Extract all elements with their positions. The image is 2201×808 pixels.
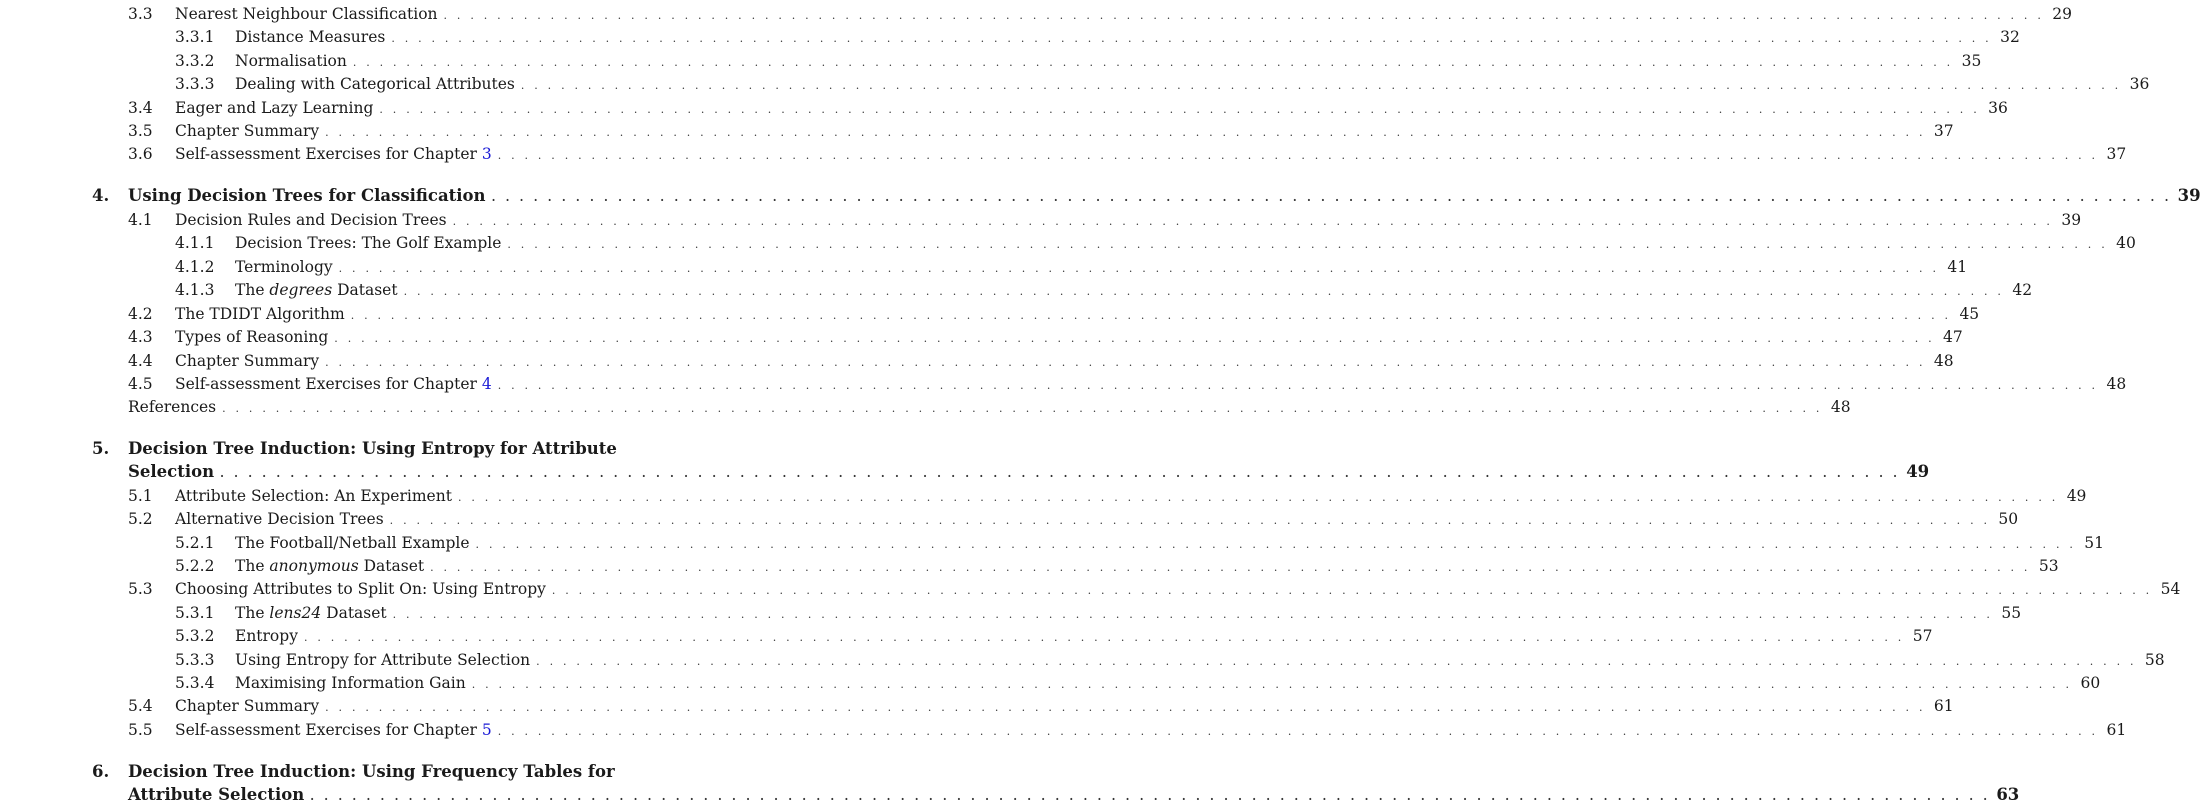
- toc-entry-number: 4.1.1: [175, 234, 215, 252]
- toc-section-entry[interactable]: [128, 578, 2181, 600]
- toc-entry-number: 5.1: [128, 487, 153, 505]
- toc-entry-number: 4.1.2: [175, 258, 215, 276]
- toc-entry-number: 5.4: [128, 697, 153, 715]
- toc-section-entry[interactable]: [128, 508, 2019, 530]
- chapter-link[interactable]: 5: [481, 721, 492, 739]
- toc-section-entry[interactable]: [175, 532, 2105, 554]
- toc-entry-number: 4.3: [128, 328, 153, 346]
- toc-page-number: 48: [1933, 352, 1954, 370]
- toc-page-number: 50: [1998, 510, 2019, 528]
- toc-entry-number: 5.3: [128, 580, 153, 598]
- toc-section-entry[interactable]: [175, 602, 2022, 624]
- toc-entry-title: Decision Trees: The Golf Example: [235, 234, 502, 252]
- toc-entry-number: 5.3.3: [175, 651, 215, 669]
- toc-entry-number: 4.1.3: [175, 281, 215, 299]
- toc-page-number: 61: [2106, 721, 2127, 739]
- toc-page-number: 63: [1996, 785, 2020, 804]
- toc-entry-title: Decision Rules and Decision Trees: [175, 211, 447, 229]
- dot-leader: . . . . . . . . . . . . . . . . . . . . . . . . . . . . . . . . . . . . . . . . . . . . . . . . . . . . . . . . . . . . . . . . . . . . . . . . . . . . . . . . . . . . . . . . . . . . . . . . . . . . . . . . . . . . . . . . . . . . . . . .: [551, 584, 2153, 597]
- dot-leader: . . . . . . . . . . . . . . . . . . . . . . . . . . . . . . . . . . . . . . . . . . . . . . . . . . . . . . . . . . . . . . . . . . . . . . . . . . . . . . . . . . . . . . . . . . . . . . . . . . . . . . . . . . . . . . . . . . . . . . . .: [220, 467, 1901, 480]
- toc-entry-number: 4.2: [128, 305, 153, 323]
- toc-entry-title: Attribute Selection: An Experiment: [175, 487, 452, 505]
- dot-leader: . . . . . . . . . . . . . . . . . . . . . . . . . . . . . . . . . . . . . . . . . . . . . . . . . . . . . . . . . . . . . . . . . . . . . . . . . . . . . . . . . . . . . . . . . . . . . . . . . . . . . . . . . . . . . . . . . . . . . . . .: [497, 725, 2099, 738]
- toc-entry-title: Chapter Summary: [175, 352, 320, 370]
- toc-entry-title: Using Decision Trees for Classification: [128, 186, 486, 205]
- toc-page-number: 37: [1933, 122, 1954, 140]
- dot-leader: . . . . . . . . . . . . . . . . . . . . . . . . . . . . . . . . . . . . . . . . . . . . . . . . . . . . . . . . . . . . . . . . . . . . . . . . . . . . . . . . . . . . . . . . . . . . . . . . . . . . . . . . . . . . . . . . . . . . . . . .: [403, 285, 2005, 298]
- toc-chapter-entry[interactable]: [92, 761, 708, 783]
- toc-entry-title: Maximising Information Gain: [235, 674, 466, 692]
- toc-section-entry[interactable]: [175, 232, 2136, 254]
- toc-entry-title: Self-assessment Exercises for Chapter 4: [175, 375, 492, 393]
- dot-leader: . . . . . . . . . . . . . . . . . . . . . . . . . . . . . . . . . . . . . . . . . . . . . . . . . . . . . . . . . . . . . . . . . . . . . . . . . . . . . . . . . . . . . . . . . . . . . . . . . . . . . . . . . . . . . . . . . . . . . . . .: [430, 561, 2031, 574]
- toc-section-entry[interactable]: [128, 97, 2008, 119]
- toc-section-entry[interactable]: [128, 3, 2073, 25]
- toc-page-number: 55: [2001, 604, 2022, 622]
- dot-leader: . . . . . . . . . . . . . . . . . . . . . . . . . . . . . . . . . . . . . . . . . . . . . . . . . . . . . . . . . . . . . . . . . . . . . . . . . . . . . . . . . . . . . . . . . . . . . . . . . . . . . . . . . . . . . . . . . . . . . . . .: [303, 631, 1905, 644]
- dot-leader: . . . . . . . . . . . . . . . . . . . . . . . . . . . . . . . . . . . . . . . . . . . . . . . . . . . . . . . . . . . . . . . . . . . . . . . . . . . . . . . . . . . . . . . . . . . . . . . . . . . . . . . . . . . . . . . . . . . . . . . .: [222, 402, 1823, 415]
- toc-entry-title: The TDIDT Algorithm: [175, 305, 345, 323]
- toc-section-entry[interactable]: [175, 649, 2165, 671]
- toc-section-entry[interactable]: [128, 695, 1954, 717]
- toc-page-number: 58: [2144, 651, 2165, 669]
- toc-entry-title: Selection: [128, 462, 215, 481]
- toc-entry-title: The degrees Dataset: [235, 281, 398, 299]
- dataset-name: degrees: [269, 281, 333, 299]
- dot-leader: . . . . . . . . . . . . . . . . . . . . . . . . . . . . . . . . . . . . . . . . . . . . . . . . . . . . . . . . . . . . . . . . . . . . . . . . . . . . . . . . . . . . . . . . . . . . . . . . . . . . . . . . . . . . . . . . . . . . . . . .: [352, 56, 1954, 69]
- dot-leader: . . . . . . . . . . . . . . . . . . . . . . . . . . . . . . . . . . . . . . . . . . . . . . . . . . . . . . . . . . . . . . . . . . . . . . . . . . . . . . . . . . . . . . . . . . . . . . . . . . . . . . . . . . . . . . . . . . . . . . . .: [350, 309, 1952, 322]
- toc-entry-title: Using Entropy for Attribute Selection: [235, 651, 531, 669]
- toc-entry-number: 4.1: [128, 211, 153, 229]
- chapter-link[interactable]: 3: [481, 145, 492, 163]
- toc-section-entry[interactable]: [175, 672, 2101, 694]
- dot-leader: . . . . . . . . . . . . . . . . . . . . . . . . . . . . . . . . . . . . . . . . . . . . . . . . . . . . . . . . . . . . . . . . . . . . . . . . . . . . . . . . . . . . . . . . . . . . . . . . . . . . . . . . . . . . . . . . . . . . . . . .: [391, 32, 1992, 45]
- toc-section-entry[interactable]: [175, 50, 1982, 72]
- toc-entry-title: Chapter Summary: [175, 122, 320, 140]
- toc-page-number: 37: [2106, 145, 2127, 163]
- toc-entry-title: Dealing with Categorical Attributes: [235, 75, 515, 93]
- toc-page-number: 61: [1933, 697, 1954, 715]
- dot-leader: . . . . . . . . . . . . . . . . . . . . . . . . . . . . . . . . . . . . . . . . . . . . . . . . . . . . . . . . . . . . . . . . . . . . . . . . . . . . . . . . . . . . . . . . . . . . . . . . . . . . . . . . . . . . . . . . . . . . . . . .: [325, 356, 1926, 369]
- toc-entry-title: Nearest Neighbour Classification: [175, 5, 438, 23]
- toc-entry-number: 5.5: [128, 721, 153, 739]
- toc-section-entry[interactable]: [175, 555, 2059, 577]
- toc-page-number: 45: [1959, 305, 1980, 323]
- toc-entry-title: References: [128, 398, 217, 416]
- dataset-name: lens24: [269, 604, 322, 622]
- toc-page-number: 36: [2129, 75, 2150, 93]
- dot-leader: . . . . . . . . . . . . . . . . . . . . . . . . . . . . . . . . . . . . . . . . . . . . . . . . . . . . . . . . . . . . . . . . . . . . . . . . . . . . . . . . . . . . . . . . . . . . . . . . . . . . . . . . . . . . . . . . . . . . . . . .: [443, 9, 2045, 22]
- toc-entry-number: 4.5: [128, 375, 153, 393]
- dot-leader: . . . . . . . . . . . . . . . . . . . . . . . . . . . . . . . . . . . . . . . . . . . . . . . . . . . . . . . . . . . . . . . . . . . . . . . . . . . . . . . . . . . . . . . . . . . . . . . . . . . . . . . . . . . . . . . . . . . . . . . .: [310, 790, 1991, 803]
- toc-section-entry[interactable]: [175, 26, 2020, 48]
- dot-leader: . . . . . . . . . . . . . . . . . . . . . . . . . . . . . . . . . . . . . . . . . . . . . . . . . . . . . . . . . . . . . . . . . . . . . . . . . . . . . . . . . . . . . . . . . . . . . . . . . . . . . . . . . . . . . . . . . . . . . . . .: [334, 332, 1935, 345]
- toc-entry-number: 3.6: [128, 145, 153, 163]
- toc-section-entry[interactable]: [128, 373, 2127, 395]
- toc-entry-number: 5.: [92, 439, 110, 458]
- toc-chapter-entry[interactable]: [92, 438, 708, 460]
- dot-leader: . . . . . . . . . . . . . . . . . . . . . . . . . . . . . . . . . . . . . . . . . . . . . . . . . . . . . . . . . . . . . . . . . . . . . . . . . . . . . . . . . . . . . . . . . . . . . . . . . . . . . . . . . . . . . . . . . . . . . . . .: [389, 514, 1991, 527]
- toc-section-entry[interactable]: [128, 209, 2082, 231]
- toc-entry-title: Distance Measures: [235, 28, 386, 46]
- toc-page-number: 49: [1906, 462, 1930, 481]
- toc-entry-number: 5.3.2: [175, 627, 215, 645]
- dot-leader: . . . . . . . . . . . . . . . . . . . . . . . . . . . . . . . . . . . . . . . . . . . . . . . . . . . . . . . . . . . . . . . . . . . . . . . . . . . . . . . . . . . . . . . . . . . . . . . . . . . . . . . . . . . . . . . . . . . . . . . .: [325, 701, 1926, 714]
- toc-entry-title: The anonymous Dataset: [235, 557, 425, 575]
- toc-page-number: 36: [1988, 99, 2008, 117]
- toc-section-entry[interactable]: [128, 120, 1954, 142]
- dot-leader: . . . . . . . . . . . . . . . . . . . . . . . . . . . . . . . . . . . . . . . . . . . . . . . . . . . . . . . . . . . . . . . . . . . . . . . . . . . . . . . . . . . . . . . . . . . . . . . . . . . . . . . . . . . . . . . . . . . . . . . .: [338, 262, 1940, 275]
- toc-entry-title: Self-assessment Exercises for Chapter 5: [175, 721, 492, 739]
- toc-entry-number: 4.4: [128, 352, 153, 370]
- toc-entry-title: Chapter Summary: [175, 697, 320, 715]
- toc-entry-number: 5.2.2: [175, 557, 215, 575]
- toc-entry-title: Eager and Lazy Learning: [175, 99, 374, 117]
- toc-page-number: 49: [2066, 487, 2087, 505]
- toc-page-number: 42: [2012, 281, 2033, 299]
- dot-leader: . . . . . . . . . . . . . . . . . . . . . . . . . . . . . . . . . . . . . . . . . . . . . . . . . . . . . . . . . . . . . . . . . . . . . . . . . . . . . . . . . . . . . . . . . . . . . . . . . . . . . . . . . . . . . . . . . . . . . . . .: [325, 126, 1926, 139]
- toc-entry-title: Attribute Selection: [128, 785, 305, 804]
- toc-page-number: 60: [2080, 674, 2101, 692]
- toc-entry-number: 3.5: [128, 122, 153, 140]
- toc-page-number: 57: [1912, 627, 1933, 645]
- dot-leader: . . . . . . . . . . . . . . . . . . . . . . . . . . . . . . . . . . . . . . . . . . . . . . . . . . . . . . . . . . . . . . . . . . . . . . . . . . . . . . . . . . . . . . . . . . . . . . . . . . . . . . . . . . . . . . . . . . . . . . . .: [507, 238, 2108, 251]
- toc-section-entry[interactable]: [175, 279, 2033, 301]
- toc-entry-title: Choosing Attributes to Split On: Using Entropy: [175, 580, 546, 598]
- toc-section-entry[interactable]: [128, 719, 2127, 741]
- toc-entry-number: 3.4: [128, 99, 153, 117]
- toc-entry-number: 3.3: [128, 5, 153, 23]
- toc-section-entry[interactable]: [175, 625, 1933, 647]
- toc-section-entry[interactable]: [175, 73, 2150, 95]
- toc-section-entry[interactable]: [175, 256, 1968, 278]
- chapter-link[interactable]: 4: [481, 375, 492, 393]
- toc-entry-number: 3.3.2: [175, 52, 215, 70]
- toc-chapter-entry[interactable]: [92, 185, 2201, 207]
- toc-entry-number: 6.: [92, 762, 110, 781]
- dot-leader: . . . . . . . . . . . . . . . . . . . . . . . . . . . . . . . . . . . . . . . . . . . . . . . . . . . . . . . . . . . . . . . . . . . . . . . . . . . . . . . . . . . . . . . . . . . . . . . . . . . . . . . . . . . . . . . . . . . . . . . .: [471, 678, 2073, 691]
- toc-page-number: 35: [1961, 52, 1982, 70]
- dot-leader: . . . . . . . . . . . . . . . . . . . . . . . . . . . . . . . . . . . . . . . . . . . . . . . . . . . . . . . . . . . . . . . . . . . . . . . . . . . . . . . . . . . . . . . . . . . . . . . . . . . . . . . . . . . . . . . . . . . . . . . .: [392, 608, 1994, 621]
- toc-section-entry[interactable]: [128, 396, 1851, 418]
- dataset-name: anonymous: [269, 557, 359, 575]
- toc-entry-number: 3.3.1: [175, 28, 215, 46]
- toc-entry-title: The Football/Netball Example: [235, 534, 470, 552]
- dot-leader: . . . . . . . . . . . . . . . . . . . . . . . . . . . . . . . . . . . . . . . . . . . . . . . . . . . . . . . . . . . . . . . . . . . . . . . . . . . . . . . . . . . . . . . . . . . . . . . . . . . . . . . . . . . . . . . . . . . . . . . .: [452, 215, 2054, 228]
- toc-page-number: 41: [1947, 258, 1968, 276]
- toc-page-number: 53: [2038, 557, 2059, 575]
- toc-entry-title: Types of Reasoning: [175, 328, 329, 346]
- toc-entry-title: The lens24 Dataset: [235, 604, 387, 622]
- dot-leader: . . . . . . . . . . . . . . . . . . . . . . . . . . . . . . . . . . . . . . . . . . . . . . . . . . . . . . . . . . . . . . . . . . . . . . . . . . . . . . . . . . . . . . . . . . . . . . . . . . . . . . . . . . . . . . . . . . . . . . . .: [536, 655, 2137, 668]
- toc-section-entry[interactable]: [128, 350, 1954, 372]
- toc-page-number: 54: [2160, 580, 2181, 598]
- toc-page-number: 32: [2000, 28, 2020, 46]
- toc-section-entry[interactable]: [128, 485, 2087, 507]
- toc-entry-number: 5.3.4: [175, 674, 215, 692]
- toc-entry-title: Entropy: [235, 627, 298, 645]
- toc-entry-title: Alternative Decision Trees: [175, 510, 384, 528]
- dot-leader: . . . . . . . . . . . . . . . . . . . . . . . . . . . . . . . . . . . . . . . . . . . . . . . . . . . . . . . . . . . . . . . . . . . . . . . . . . . . . . . . . . . . . . . . . . . . . . . . . . . . . . . . . . . . . . . . . . . . . . . .: [457, 491, 2059, 504]
- toc-entry-number: 5.3.1: [175, 604, 215, 622]
- toc-entry-number: 4.: [92, 186, 110, 205]
- toc-entry-number: 5.2.1: [175, 534, 215, 552]
- toc-chapter-entry[interactable]: [128, 784, 2020, 806]
- toc-entry-title: Decision Tree Induction: Using Frequency Tables for: [128, 762, 615, 781]
- dot-leader: . . . . . . . . . . . . . . . . . . . . . . . . . . . . . . . . . . . . . . . . . . . . . . . . . . . . . . . . . . . . . . . . . . . . . . . . . . . . . . . . . . . . . . . . . . . . . . . . . . . . . . . . . . . . . . . . . . . . . . . .: [520, 79, 2122, 92]
- toc-chapter-entry[interactable]: [128, 461, 1930, 483]
- toc-section-entry[interactable]: [128, 326, 1963, 348]
- toc-entry-title: Decision Tree Induction: Using Entropy for Attribute: [128, 439, 617, 458]
- toc-page-number: 48: [2106, 375, 2127, 393]
- dot-leader: . . . . . . . . . . . . . . . . . . . . . . . . . . . . . . . . . . . . . . . . . . . . . . . . . . . . . . . . . . . . . . . . . . . . . . . . . . . . . . . . . . . . . . . . . . . . . . . . . . . . . . . . . . . . . . . . . . . . . . . .: [491, 191, 2172, 204]
- toc-section-entry[interactable]: [128, 303, 1980, 325]
- dot-leader: . . . . . . . . . . . . . . . . . . . . . . . . . . . . . . . . . . . . . . . . . . . . . . . . . . . . . . . . . . . . . . . . . . . . . . . . . . . . . . . . . . . . . . . . . . . . . . . . . . . . . . . . . . . . . . . . . . . . . . . .: [475, 538, 2077, 551]
- toc-page-number: 39: [2177, 186, 2201, 205]
- toc-entry-number: 5.2: [128, 510, 153, 528]
- dot-leader: . . . . . . . . . . . . . . . . . . . . . . . . . . . . . . . . . . . . . . . . . . . . . . . . . . . . . . . . . . . . . . . . . . . . . . . . . . . . . . . . . . . . . . . . . . . . . . . . . . . . . . . . . . . . . . . . . . . . . . . .: [497, 149, 2099, 162]
- toc-page-number: 48: [1830, 398, 1851, 416]
- dot-leader: . . . . . . . . . . . . . . . . . . . . . . . . . . . . . . . . . . . . . . . . . . . . . . . . . . . . . . . . . . . . . . . . . . . . . . . . . . . . . . . . . . . . . . . . . . . . . . . . . . . . . . . . . . . . . . . . . . . . . . . .: [497, 379, 2099, 392]
- toc-entry-title: Normalisation: [235, 52, 347, 70]
- dot-leader: . . . . . . . . . . . . . . . . . . . . . . . . . . . . . . . . . . . . . . . . . . . . . . . . . . . . . . . . . . . . . . . . . . . . . . . . . . . . . . . . . . . . . . . . . . . . . . . . . . . . . . . . . . . . . . . . . . . . . . . .: [379, 103, 1980, 116]
- toc-page-number: 47: [1943, 328, 1963, 346]
- toc-entry-number: 3.3.3: [175, 75, 215, 93]
- toc-entry-title: Terminology: [235, 258, 333, 276]
- toc-section-entry[interactable]: [128, 143, 2127, 165]
- toc-page-number: 51: [2084, 534, 2105, 552]
- toc-entry-title: Self-assessment Exercises for Chapter 3: [175, 145, 492, 163]
- toc-page-number: 40: [2116, 234, 2136, 252]
- toc-page-number: 39: [2061, 211, 2082, 229]
- toc-page-number: 29: [2052, 5, 2073, 23]
